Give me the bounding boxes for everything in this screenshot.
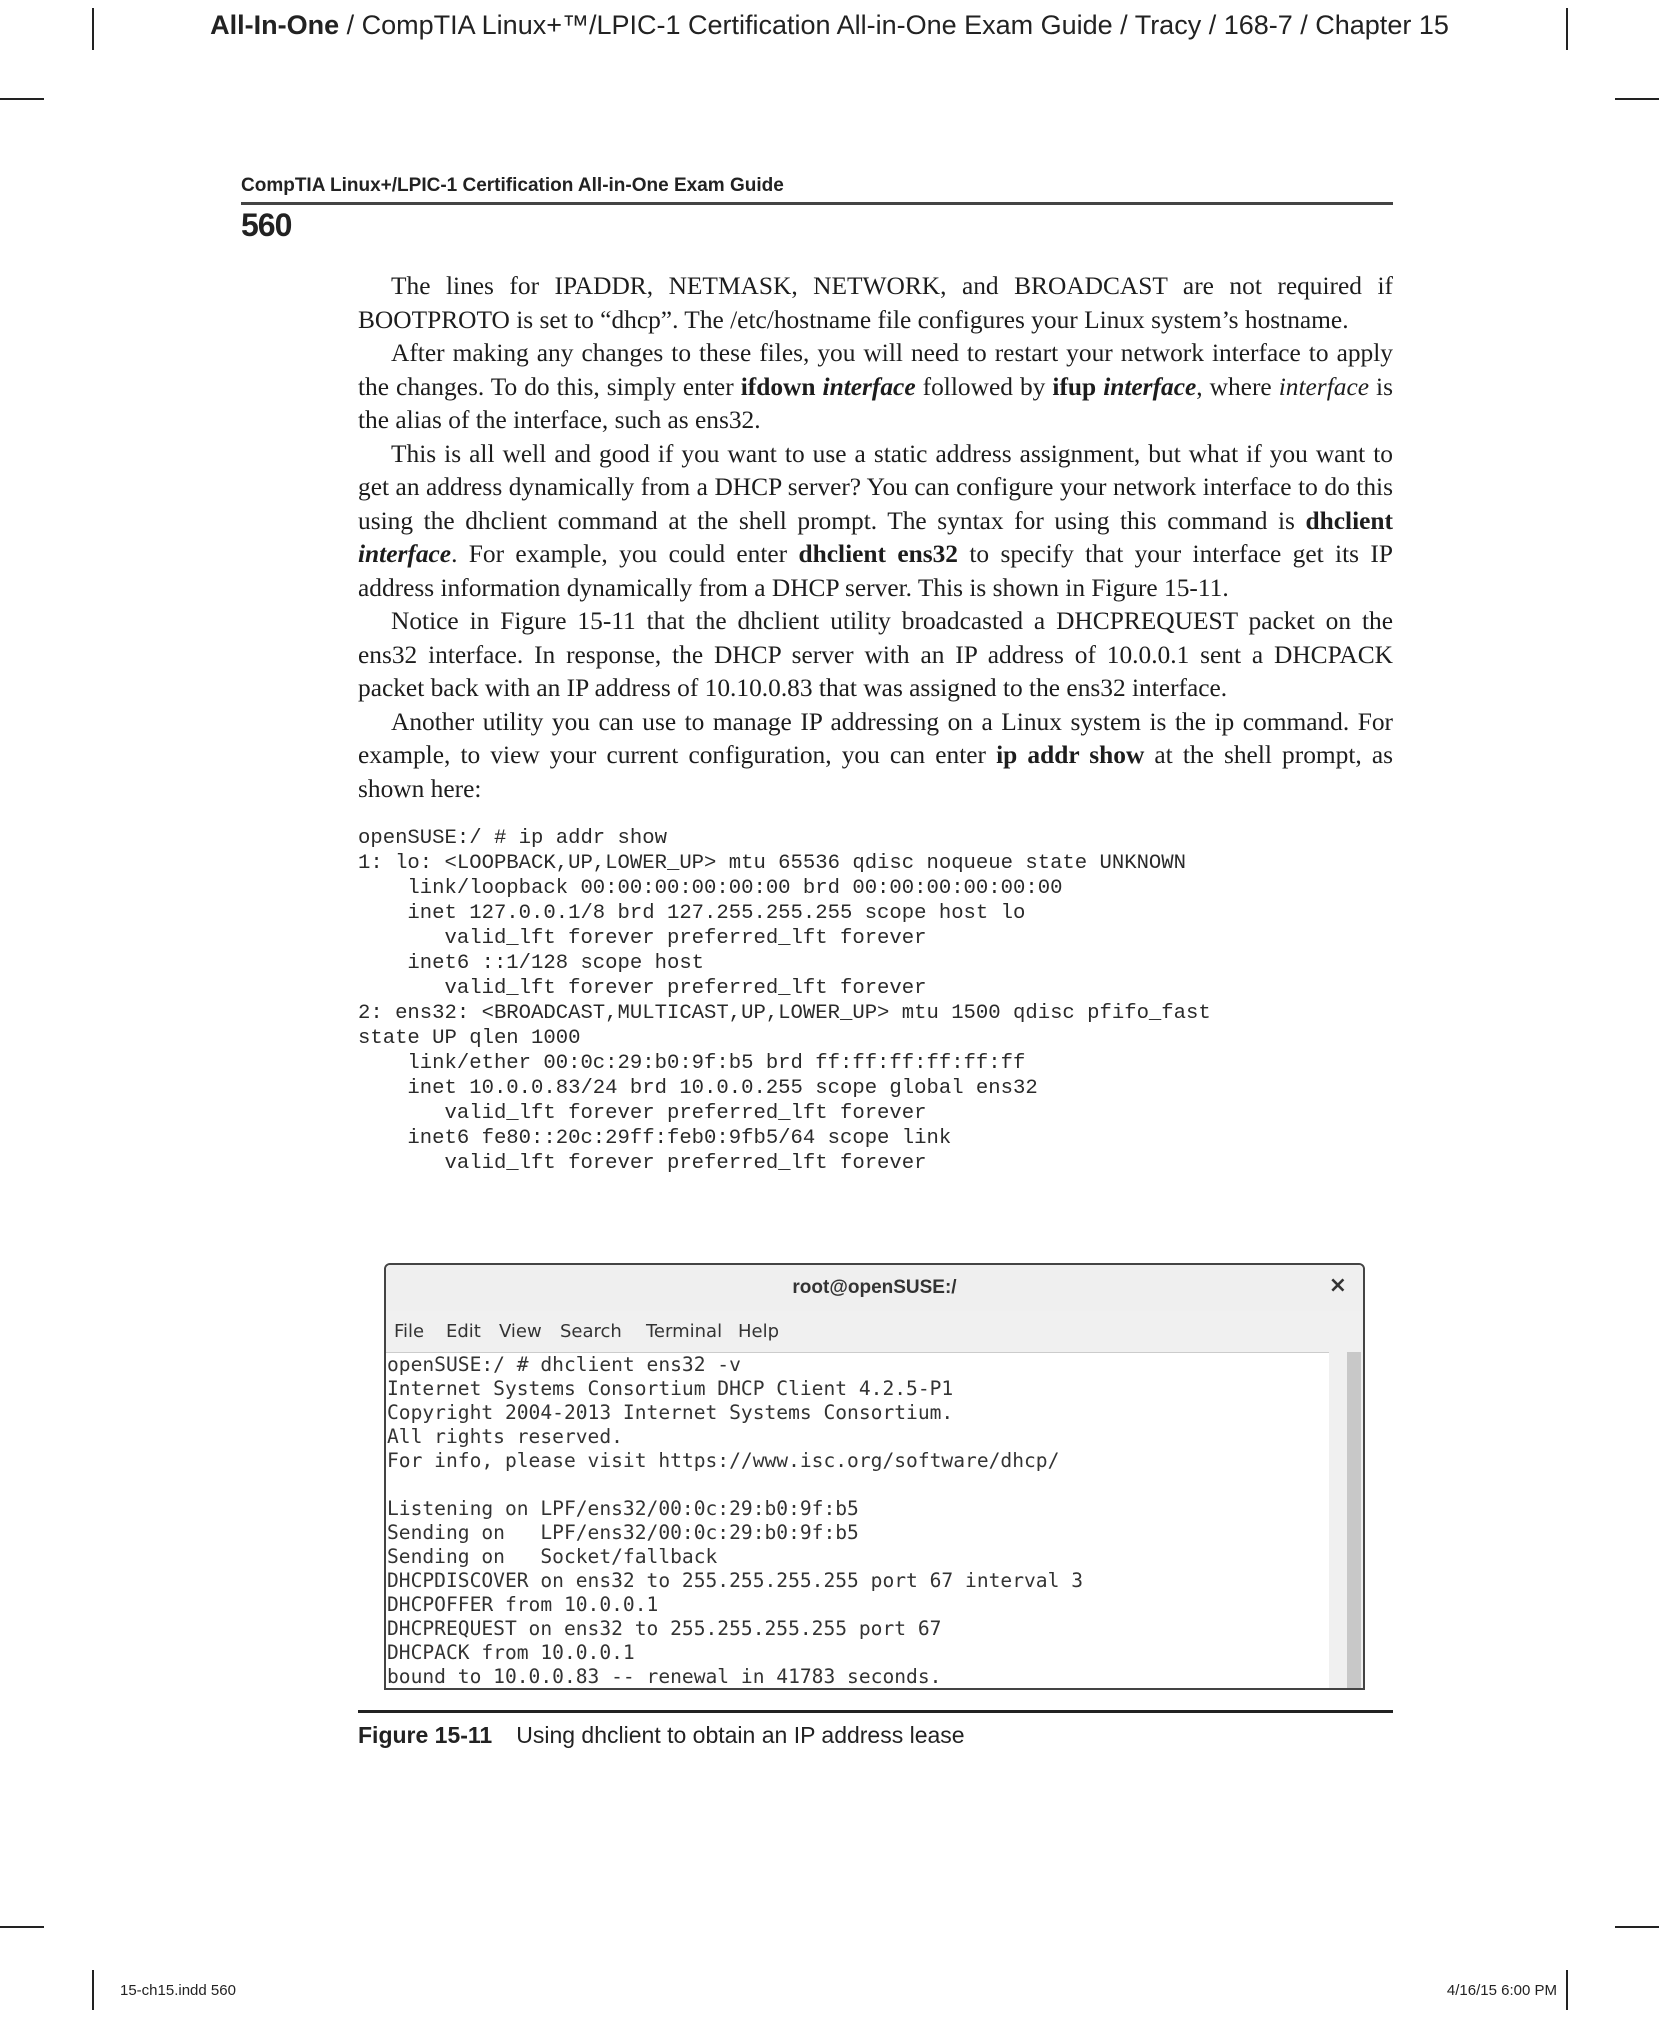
crop-mark <box>1615 1926 1659 1928</box>
paragraph: Notice in Figure 15-11 that the dhclient utility broadcasted a DHCPREQUEST packet on the ens32 interface. In response, the DHCP server with an IP address of 10.0.0.1 sent a DHCPACK packet back with an IP address of 10.10.0.83 that was assigned to the ens32 interface. <box>358 607 1393 702</box>
menu-file[interactable]: File <box>394 1321 425 1342</box>
paragraph: This is all well and good if you want to use a static address assignment, but what if you want to get an address dynamically from a DHCP server? You can configure your network interface to do this using the dhclient command at the shell prompt. The syntax for using this command is dhclient interface. For example, you could enter dhclient ens32 to specify that your interface get its IP address information dynamically from a DHCP server. This is shown in Figure 15-11. <box>358 439 1393 602</box>
figure-number: Figure 15-11 <box>358 1722 493 1748</box>
terminal-scrollbar[interactable] <box>1347 1352 1361 1688</box>
running-head-rule <box>241 202 1393 205</box>
terminal-screen[interactable] <box>386 1352 1329 1690</box>
terminal-menubar <box>386 1319 1363 1347</box>
terminal-window <box>384 1263 1365 1690</box>
slug-brand: All-In-One <box>210 10 340 40</box>
footer-timestamp: 4/16/15 6:00 PM <box>1446 1982 1557 1999</box>
crop-mark <box>0 1926 44 1928</box>
slug-text: / CompTIA Linux+™/LPIC-1 Certification All-in-One Exam Guide / Tracy / 168-7 / Chapter 15 <box>339 10 1449 40</box>
menu-terminal[interactable]: Terminal <box>646 1321 723 1342</box>
crop-mark <box>1615 98 1659 100</box>
crop-mark <box>1566 1970 1568 2010</box>
terminal-titlebar <box>386 1265 1363 1311</box>
footer-file-info: 15-ch15.indd 560 <box>120 1982 236 1999</box>
slug-line <box>0 10 1659 41</box>
figure-rule <box>358 1710 1393 1713</box>
close-icon[interactable]: × <box>1328 1273 1347 1298</box>
body-text <box>358 270 1393 806</box>
running-head: CompTIA Linux+/LPIC-1 Certification All-in-One Exam Guide <box>241 175 784 196</box>
paragraph: Another utility you can use to manage IP addressing on a Linux system is the ip command. For example, to view your current configuration, you can enter ip addr show at the shell prompt, as shown here: <box>358 707 1393 803</box>
paragraph: After making any changes to these files, you will need to restart your network interface to apply the changes. To do this, simply enter ifdown interface followed by ifup interface, where interface is the alias of the interface, such as ens32. <box>358 339 1393 434</box>
crop-mark <box>0 98 44 100</box>
menu-search[interactable]: Search <box>560 1321 622 1342</box>
menu-help[interactable]: Help <box>738 1321 780 1342</box>
terminal-title: root@openSUSE:/ <box>792 1277 957 1298</box>
figure-caption <box>358 1722 965 1749</box>
page-number: 560 <box>241 207 292 243</box>
terminal-output: openSUSE:/ # dhclient ens32 -v Internet Systems Consortium DHCP Client 4.2.5-P1 Copyright 2004-2013 Internet Systems Consortium. All rights reserved. For info, please visit https://www.isc.org/software/dhcp/ Listening on LPF/ens32/00:0c:29:b0:9f:b5 Sending on LPF/ens32/00:0c:29:b0:9f:b5 Sending on Socket/fallback DHCPDISCOVER on ens32 to 255.255.255.255 port 67 interval 3 DHCPOFFER from 10.0.0.1 DHCPREQUEST on ens32 to 255.255.255.255 port 67 DHCPACK from 10.0.0.1 bound to 10.0.0.83 -- renewal in 41783 seconds. <box>387 1353 1083 1688</box>
figure-caption-text: Using dhclient to obtain an IP address lease <box>516 1722 965 1748</box>
crop-mark <box>92 1970 94 2010</box>
paragraph: The lines for IPADDR, NETMASK, NETWORK, and BROADCAST are not required if BOOTPROTO is set to “dhcp”. The /etc/hostname file configures your Linux system’s hostname. <box>358 272 1393 334</box>
menu-view[interactable]: View <box>499 1321 542 1342</box>
menu-edit[interactable]: Edit <box>446 1321 481 1342</box>
code-listing: openSUSE:/ # ip addr show 1: lo: <LOOPBACK,UP,LOWER_UP> mtu 65536 qdisc noqueue state UNKNOWN link/loopback 00:00:00:00:00:00 brd 00:00:00:00:00:00 inet 127.0.0.1/8 brd 127.255.255.255 scope host lo valid_lft forever preferred_lft forever inet6 ::1/128 scope host valid_lft forever preferred_lft forever 2: ens32: <BROADCAST,MULTICAST,UP,LOWER_UP> mtu 1500 qdisc pfifo_fast state UP qlen 1000 link/ether 00:0c:29:b0:9f:b5 brd ff:ff:ff:ff:ff:ff inet 10.0.0.83/24 brd 10.0.0.255 scope global ens32 valid_lft forever preferred_lft forever inet6 fe80::20c:29ff:feb0:9fb5/64 scope link valid_lft forever preferred_lft forever <box>358 827 1211 1175</box>
